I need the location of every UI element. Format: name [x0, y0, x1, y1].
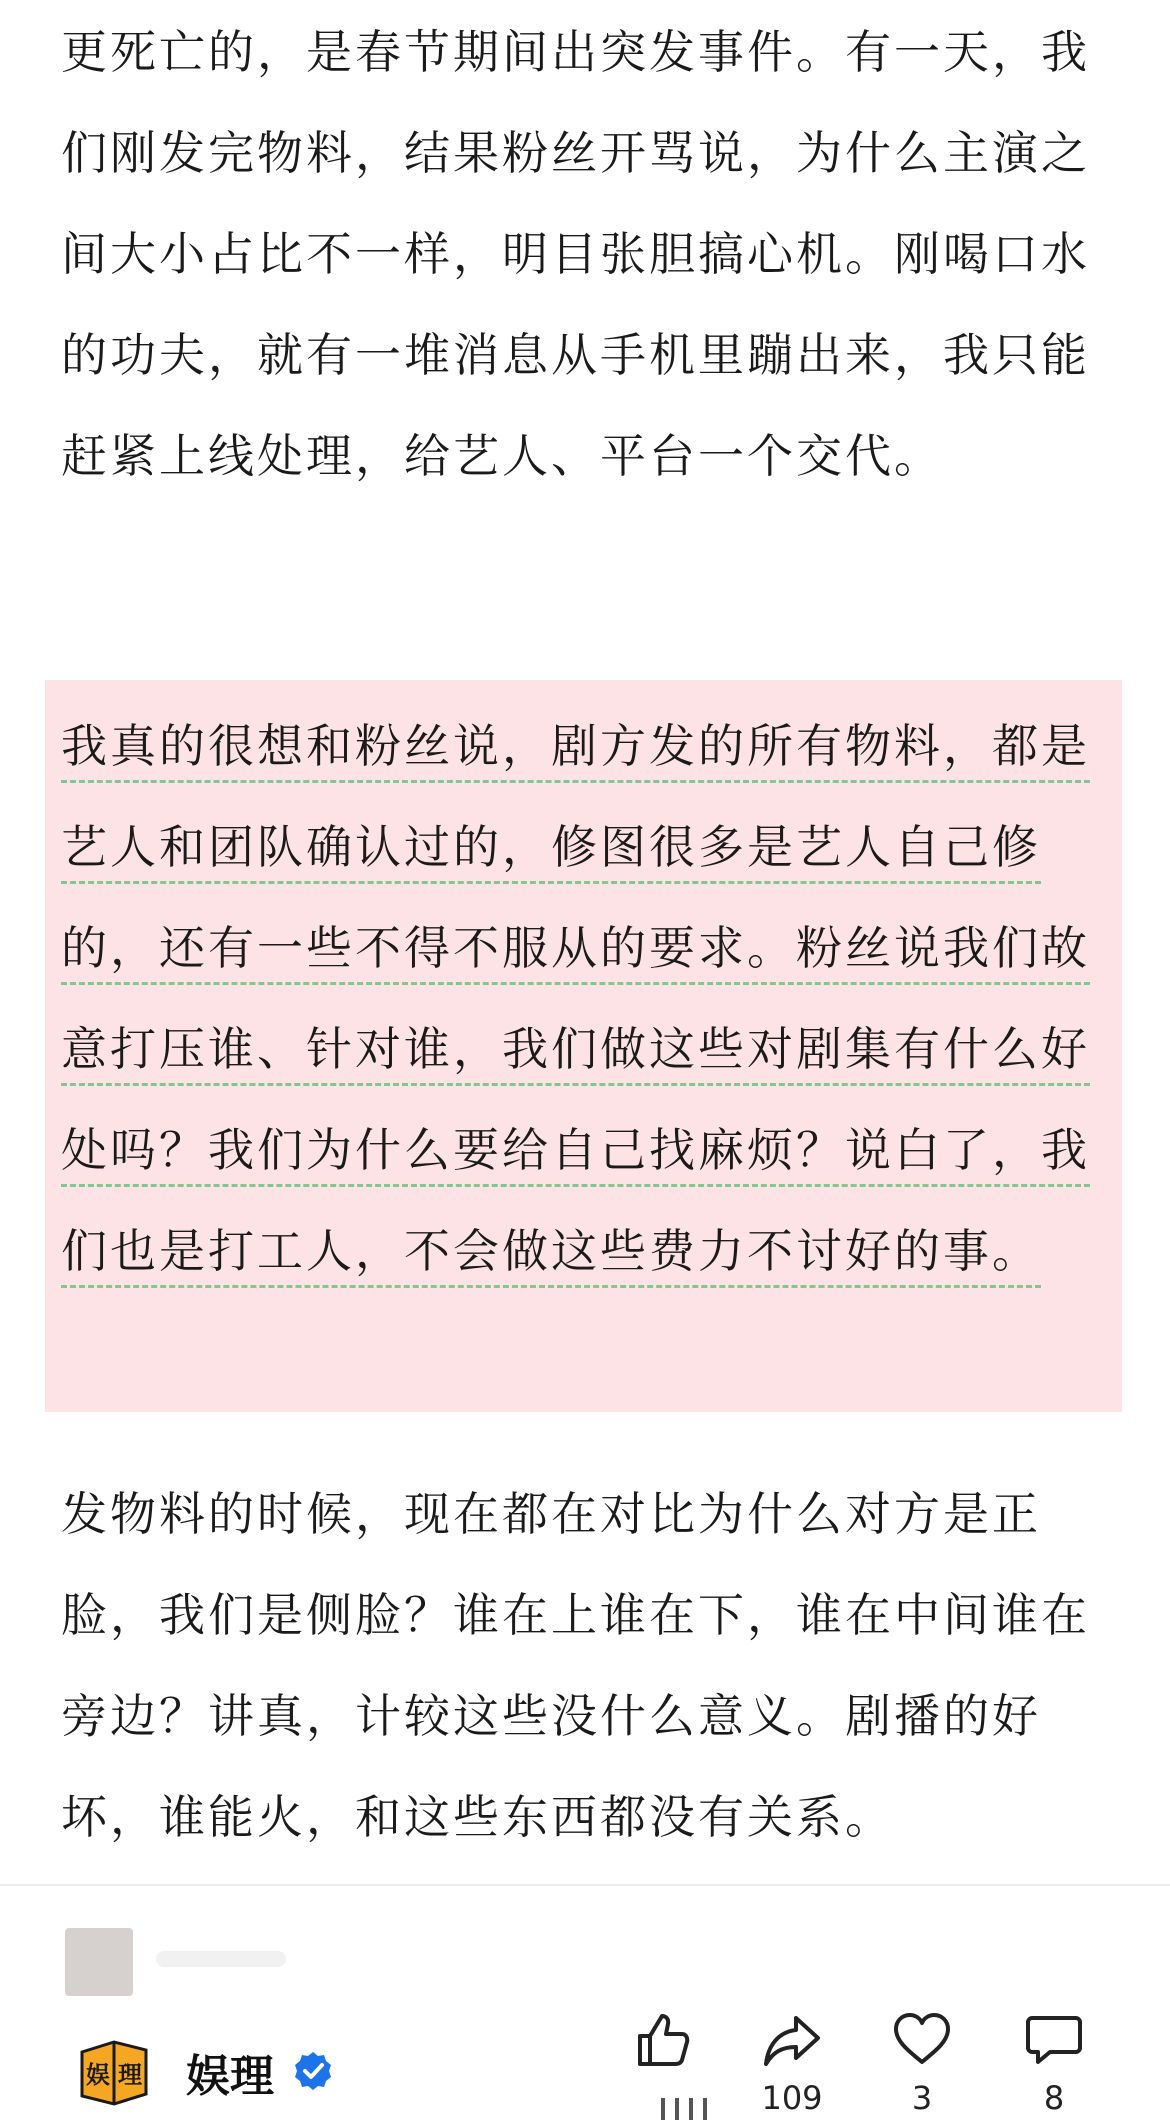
svg-text:理: 理 [118, 2061, 142, 2089]
verified-badge-icon [292, 2050, 334, 2092]
highlighted-quote-block [45, 680, 1122, 1412]
blurred-username [156, 1951, 286, 1967]
comment-button[interactable] [1014, 2010, 1094, 2116]
share-arrow-icon [762, 2010, 822, 2070]
svg-text:娱: 娱 [86, 2061, 110, 2089]
footer-divider [0, 1884, 1170, 1886]
like-button[interactable] [622, 2010, 702, 2080]
comment-bubble-icon [1024, 2010, 1084, 2070]
media-overlay-bars [655, 2098, 711, 2120]
thumbs-up-icon [632, 2010, 692, 2070]
blurred-avatar [65, 1928, 133, 1996]
brand-logo-icon[interactable] [76, 2038, 150, 2108]
heart-icon [892, 2010, 952, 2070]
brand-name[interactable]: 娱理 [186, 2051, 274, 2102]
share-count: 109 [761, 2079, 823, 2117]
favorite-count: 3 [911, 2079, 933, 2117]
comment-count: 8 [1043, 2079, 1065, 2117]
article-paragraph: 发物料的时候，现在都在对比为什么对方是正脸，我们是侧脸？谁在上谁在下，谁在中间谁在旁边？讲真，计较这些没什么意义。剧播的好坏，谁能火，和这些东西都没有关系。 [61, 1487, 1090, 1844]
favorite-button[interactable] [882, 2010, 962, 2116]
article-paragraph: 更死亡的，是春节期间出突发事件。有一天，我们刚发完物料，结果粉丝开骂说，为什么主演之间大小占比不一样，明目张胆搞心机。刚喝口水的功夫，就有一堆消息从手机里蹦出来，我只能赶紧上线处理，给艺人、平台一个交代。 [61, 25, 1090, 483]
share-button[interactable] [752, 2010, 832, 2116]
highlighted-quote-text [61, 696, 1111, 1302]
quote-text-underlined: 我真的很想和粉丝说，剧方发的所有物料，都是艺人和团队确认过的，修图很多是艺人自己修的，还有一些不得不服从的要求。粉丝说我们故意打压谁、针对谁，我们做这些对剧集有什么好处吗？我们为什么要给自己找麻烦？说白了，我们也是打工人，不会做这些费力不讨好的事。 [61, 719, 1090, 1278]
